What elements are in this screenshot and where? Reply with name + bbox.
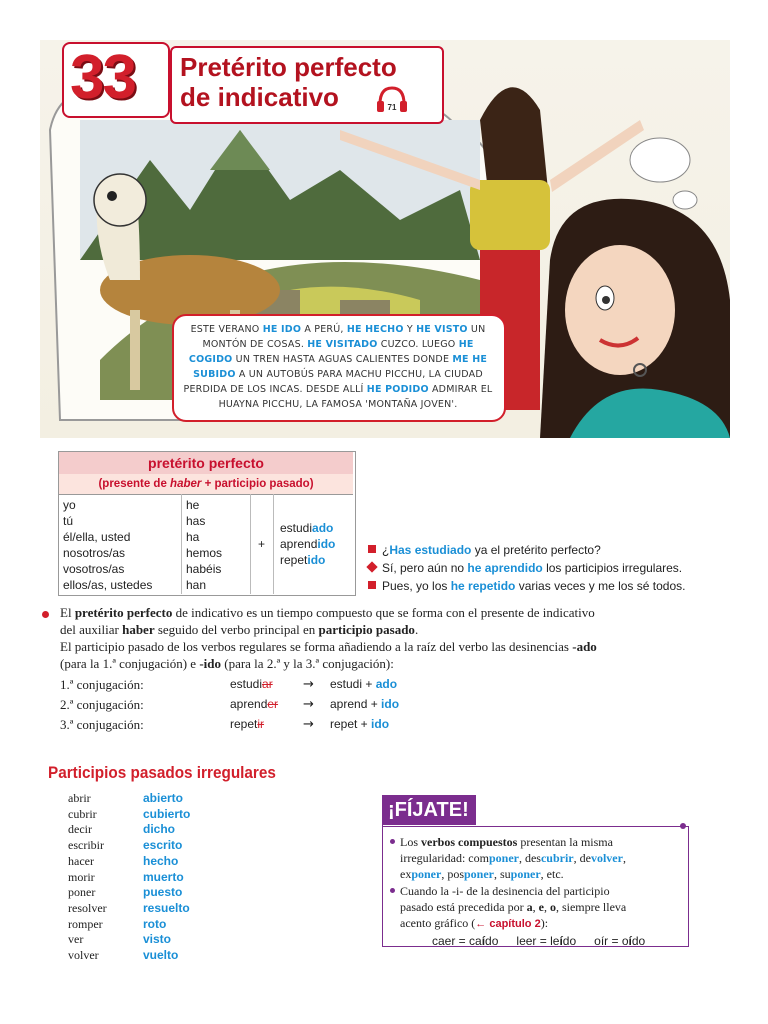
text: irregularidad: com — [400, 851, 489, 865]
ending-cell — [280, 520, 335, 536]
highlighted-verb: HE PODIDO — [366, 384, 429, 395]
accent-example — [594, 934, 645, 948]
fijate-bullet-2-line3: acento gráfico (← capítulo 2): — [400, 916, 549, 930]
ending-cell — [280, 552, 335, 568]
participle-item: roto — [143, 916, 167, 931]
dialog-text: Pues, yo los — [382, 579, 451, 593]
explanation-line: del auxiliar haber seguido del verbo principal en participio pasado. — [60, 622, 419, 637]
crossed-ending: ar — [262, 677, 273, 691]
arrow-icon: → — [303, 717, 314, 732]
crossed-ending: er — [267, 697, 279, 711]
haber-cell: habéis — [186, 562, 222, 576]
verb-root: poner — [411, 867, 442, 881]
verb-root: poner — [488, 851, 519, 865]
ending-suffix: ido — [307, 553, 326, 567]
result-ending: ido — [371, 717, 390, 731]
dialog-line — [368, 541, 601, 559]
dialog-line — [368, 577, 685, 595]
text: , — [622, 851, 626, 865]
pronoun-cell: yo — [63, 498, 76, 512]
bullet-icon — [42, 611, 49, 618]
infinitive-item: volver — [68, 948, 99, 963]
fijate-border — [382, 825, 383, 947]
result-stem: repet + — [330, 717, 372, 731]
participle-list — [143, 791, 190, 964]
ending-cell — [280, 536, 335, 552]
fijate-dot-icon — [680, 823, 686, 829]
result-ending: ido — [381, 697, 400, 711]
haber-cell: han — [186, 578, 207, 592]
irregular-title: Participios pasados irregulares — [48, 763, 276, 782]
infinitive-item: decir — [68, 822, 92, 837]
explanation-line: El participio pasado de los verbos regulares se forma añadiendo a la raíz del verbo las desinencias -ado — [60, 639, 597, 654]
dialog-highlight: he repetido — [450, 579, 516, 593]
text: , etc. — [540, 867, 564, 881]
participle-item: cubierto — [143, 806, 191, 821]
conjugation-result — [330, 716, 389, 733]
table-divider — [181, 494, 182, 594]
text: ex — [400, 867, 412, 881]
diamond-bullet-icon — [366, 561, 377, 572]
bubble-segment: UN TREN HASTA AGUAS CALIENTES DONDE — [232, 354, 453, 365]
ending-stem: estudi — [280, 521, 313, 535]
infinitive-list — [68, 791, 107, 964]
crossed-ending: ir — [257, 717, 265, 731]
table-divider — [273, 494, 274, 594]
conjugation-result — [330, 696, 399, 713]
infinitive-item: ver — [68, 932, 84, 947]
fijate-label: ¡FÍJATE! — [388, 799, 469, 821]
bubble-segment: ESTE VERANO — [190, 324, 263, 335]
pronoun-column — [63, 497, 152, 593]
lesson-number: 33 — [70, 43, 135, 112]
explanation-line: (para la 1.ª conjugación) e -ido (para la 2.ª y la 3.ª conjugación): — [60, 656, 394, 671]
example-base: caer = ca — [432, 934, 482, 948]
accented-vowel: í — [481, 934, 486, 948]
table-subtitle: (presente de haber + participio pasado) — [59, 474, 353, 495]
pronoun-cell: tú — [63, 514, 74, 528]
bubble-segment: A UN AUTOBÚS PARA MACHU PICCHU, LA CIUDAD PERDIDA DE LOS INCAS. DESDE ALLÍ — [183, 369, 483, 395]
pronoun-cell: nosotros/as — [63, 546, 126, 560]
infinitive-item: hacer — [68, 853, 94, 868]
participle-item: dicho — [143, 822, 175, 837]
bubble-segment: ADMIRAR EL HUAYNA PICCHU, LA FAMOSA 'MONTAÑA JOVEN'. — [218, 384, 493, 410]
dialog-text: Sí, pero aún no — [382, 561, 468, 575]
fijate-bullet-1-line2 — [400, 850, 690, 866]
infinitive-item: abrir — [68, 791, 91, 805]
dialog-text: varias veces y me los sé todos. — [515, 579, 686, 593]
participle-item: visto — [143, 932, 172, 947]
conjugation-label: 2.ª conjugación: — [60, 697, 144, 712]
explanation-line: El pretérito perfecto de indicativo es un tiempo compuesto que se forma con el presente de indicativo — [60, 605, 595, 620]
bubble-segment: UN MONTÓN DE COSAS. — [202, 324, 486, 350]
result-stem: aprend + — [330, 697, 382, 711]
plus-sign: + — [258, 537, 266, 551]
text: , su — [494, 867, 511, 881]
audio-track-number: 71 — [387, 103, 397, 112]
conjugation-verb — [230, 676, 273, 693]
participle-item: abierto — [143, 791, 184, 805]
infinitive-item: cubrir — [68, 806, 97, 821]
participle-item: hecho — [143, 853, 179, 868]
example-end: do — [485, 934, 499, 948]
verb-root: poner — [510, 867, 541, 881]
participle-item: resuelto — [143, 900, 190, 915]
haber-cell: ha — [186, 530, 200, 544]
verb-stem: estudi — [230, 677, 263, 691]
highlighted-verb: HE VISTO — [416, 324, 468, 335]
result-ending: ado — [375, 677, 398, 691]
haber-column — [186, 497, 222, 593]
ending-suffix: ido — [317, 537, 336, 551]
ending-suffix: ado — [312, 521, 334, 535]
bubble-segment: Y — [403, 324, 417, 335]
dialog-text: ¿ — [382, 543, 390, 557]
fijate-bullet-2: Cuando la -i- de la desinencia del participio — [400, 883, 690, 899]
speech-bubble-text — [180, 322, 496, 412]
haber-cell: he — [186, 498, 200, 512]
fijate-bullet-2-line2: pasado está precedida por a, e, o, siempre lleva — [400, 900, 627, 914]
highlighted-verb: HE HECHO — [346, 324, 404, 335]
infinitive-item: poner — [68, 885, 96, 900]
accented-vowel: í — [628, 934, 632, 948]
ending-stem: aprend — [280, 537, 318, 551]
participle-item: puesto — [143, 885, 183, 900]
bubble-segment: CUZCO. LUEGO — [377, 339, 459, 350]
ending-stem: repet — [280, 553, 308, 567]
participle-item: escrito — [143, 838, 183, 853]
dialog-line — [368, 559, 682, 577]
dialog-highlight: Has estudiado — [389, 543, 472, 557]
accent-example — [516, 934, 576, 948]
dialog-text: ya el pretérito perfecto? — [471, 543, 601, 557]
highlighted-verb: HE IDO — [262, 324, 302, 335]
endings-column — [280, 520, 335, 568]
example-base: leer = le — [516, 934, 560, 948]
verb-stem: repet — [230, 717, 258, 731]
page-title-line1: Pretérito perfecto — [180, 52, 397, 82]
haber-cell: hemos — [186, 546, 223, 560]
pronoun-cell: ellos/as, ustedes — [63, 578, 153, 592]
highlighted-verb: ME HE SUBIDO — [193, 354, 488, 380]
participle-item: vuelto — [143, 948, 179, 963]
headphones-icon[interactable] — [375, 84, 409, 114]
pronoun-cell: vosotros/as — [63, 562, 125, 576]
page-title-line2: de indicativo — [180, 82, 339, 112]
bubble-segment: A PERÚ, — [301, 324, 347, 335]
fijate-bullet-1-line3 — [400, 866, 690, 882]
verb-stem: aprend — [230, 697, 268, 711]
square-bullet-icon — [368, 581, 376, 589]
dialog-text: los participios irregulares. — [542, 561, 683, 575]
participle-item: muerto — [143, 869, 184, 884]
text: , de — [573, 851, 591, 865]
conjugation-verb — [230, 716, 264, 733]
verb-root: poner — [464, 867, 494, 881]
conjugation-label: 1.ª conjugación: — [60, 677, 144, 692]
verb-root: cubrir — [540, 851, 574, 865]
conjugation-verb — [230, 696, 278, 713]
table-title: pretérito perfecto — [59, 452, 353, 474]
accent-example — [432, 934, 498, 948]
square-bullet-icon — [368, 545, 376, 553]
arrow-icon: → — [303, 697, 314, 712]
conjugation-result — [330, 676, 397, 693]
haber-cell: has — [186, 514, 206, 528]
table-divider — [250, 494, 251, 594]
highlighted-verb: HE VISITADO — [307, 339, 378, 350]
dialog-highlight: he aprendido — [467, 561, 543, 575]
text: , pos — [441, 867, 464, 881]
verb-root: volver — [590, 851, 623, 865]
conjugation-label: 3.ª conjugación: — [60, 717, 144, 732]
fijate-examples — [432, 933, 663, 949]
infinitive-item: morir — [68, 869, 95, 884]
result-stem: estudi + — [330, 677, 376, 691]
arrow-icon: → — [303, 677, 314, 692]
infinitive-item: romper — [68, 916, 103, 931]
infinitive-item: escribir — [68, 838, 104, 853]
pronoun-cell: él/ella, usted — [63, 530, 131, 544]
highlighted-verb: HE COGIDO — [188, 339, 474, 365]
text: , des — [518, 851, 541, 865]
example-end: do — [562, 934, 577, 948]
example-base: oír = o — [594, 934, 629, 948]
fijate-bullet-1: Los verbos compuestos presentan la misma — [400, 834, 690, 850]
infinitive-item: resolver — [68, 900, 107, 915]
accented-vowel: í — [559, 934, 563, 948]
example-end: do — [631, 934, 646, 948]
